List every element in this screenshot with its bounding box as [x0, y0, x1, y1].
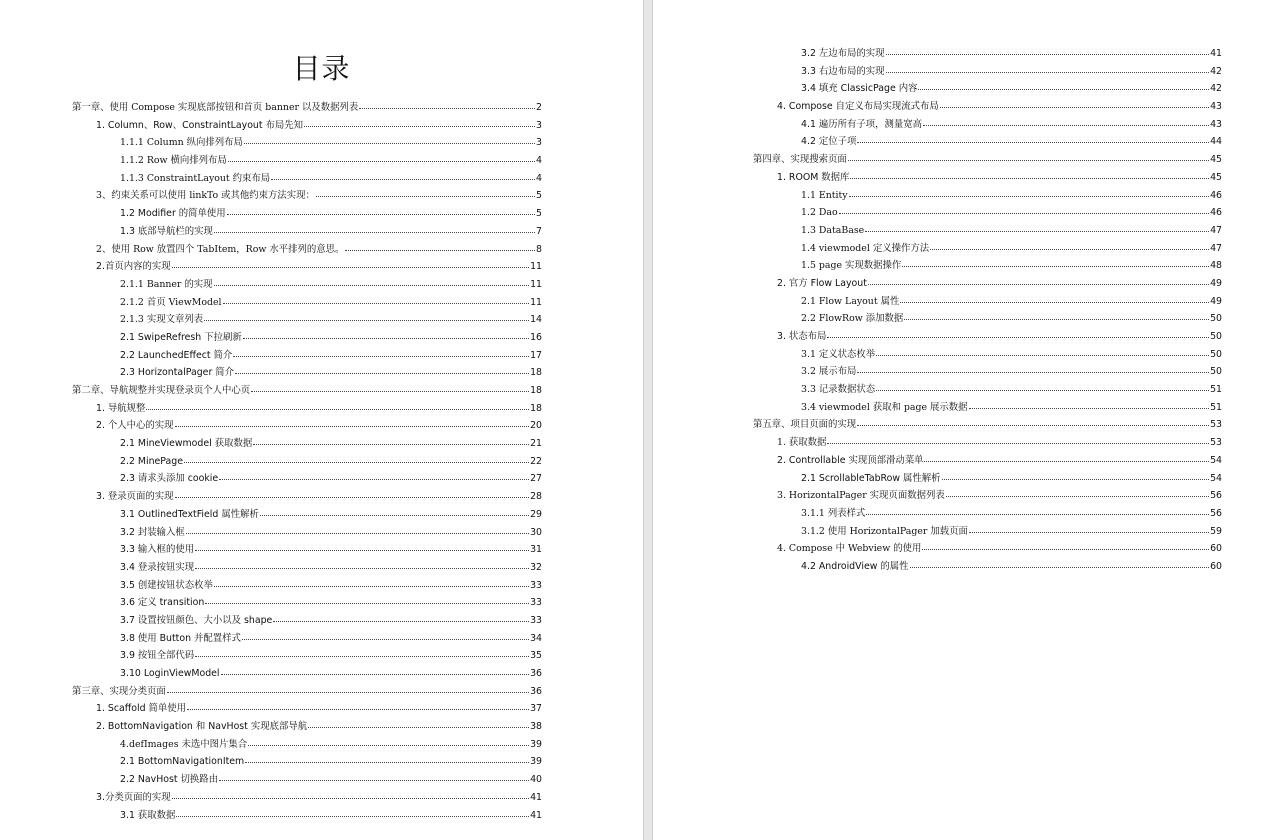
toc-entry-title: 2.3 请求头添加 cookie — [120, 473, 219, 485]
toc-entry-title: 1. 获取数据 — [777, 437, 827, 449]
toc-entry-title: 3.4 填充 ClassicPage 内容 — [801, 83, 918, 95]
toc-entry-title: 4.defImages 未选中图片集合 — [120, 738, 248, 750]
toc-entry-title: 4.2 AndroidView 的属性 — [801, 560, 909, 572]
dot-leader — [214, 586, 529, 587]
toc-entry[interactable] — [753, 133, 1222, 151]
toc-entry[interactable] — [72, 329, 542, 347]
toc-list-right — [753, 45, 1222, 576]
dot-leader — [146, 409, 529, 410]
toc-entry-page-number: 29 — [530, 508, 542, 520]
toc-entry[interactable] — [753, 381, 1222, 399]
dot-leader — [175, 426, 530, 427]
toc-entry-title: 3.9 按钮全部代码 — [120, 650, 195, 662]
dot-leader — [876, 390, 1209, 391]
toc-entry-page-number: 31 — [530, 544, 542, 556]
toc-entry-page-number: 50 — [1210, 366, 1222, 378]
toc-entry[interactable] — [753, 116, 1222, 134]
toc-entry-page-number: 48 — [1210, 260, 1222, 272]
toc-entry[interactable] — [753, 540, 1222, 558]
toc-entry-title: 3.4 viewmodel 获取和 page 展示数据 — [801, 401, 968, 413]
toc-entry[interactable] — [72, 117, 542, 135]
dot-leader — [233, 356, 529, 357]
toc-entry-title: 3.1 获取数据 — [120, 809, 176, 821]
toc-entry-title: 3.10 LoginViewModel — [120, 668, 220, 679]
dot-leader — [857, 425, 1209, 426]
toc-entry-page-number: 60 — [1210, 560, 1222, 572]
dot-leader — [857, 372, 1209, 373]
toc-entry-title: 2.1.1 Banner 的实现 — [120, 278, 213, 290]
dot-leader — [865, 231, 1209, 232]
toc-entry[interactable] — [753, 434, 1222, 452]
toc-entry[interactable] — [72, 258, 542, 276]
toc-entry[interactable] — [72, 506, 542, 524]
toc-entry[interactable] — [72, 771, 542, 789]
toc-entry[interactable] — [72, 435, 542, 453]
document-page-right — [653, 0, 1266, 840]
dot-leader — [969, 408, 1210, 409]
toc-entry-page-number: 34 — [530, 632, 542, 644]
toc-entry-page-number: 53 — [1210, 419, 1222, 431]
toc-entry[interactable] — [753, 416, 1222, 434]
dot-leader — [227, 214, 535, 215]
toc-entry-page-number: 16 — [530, 331, 542, 343]
toc-entry[interactable] — [72, 170, 542, 188]
toc-entry-page-number: 50 — [1210, 331, 1222, 342]
toc-entry-title: 4. Compose 中 Webview 的使用 — [777, 543, 922, 555]
toc-entry-page-number: 54 — [1210, 472, 1222, 484]
toc-entry-title: 第三章、实现分类页面 — [72, 685, 166, 697]
toc-entry[interactable] — [753, 487, 1222, 505]
toc-entry[interactable] — [753, 293, 1222, 311]
toc-entry-page-number: 41 — [530, 791, 542, 803]
dot-leader — [219, 780, 529, 781]
toc-entry-page-number: 60 — [1210, 543, 1222, 555]
toc-entry[interactable] — [72, 470, 542, 488]
dot-leader — [930, 249, 1209, 250]
toc-entry-title: 2.1 MineViewmodel 获取数据 — [120, 438, 253, 450]
toc-entry-page-number: 46 — [1210, 207, 1222, 219]
toc-entry[interactable] — [72, 524, 542, 542]
toc-entry[interactable] — [72, 700, 542, 718]
toc-entry-page-number: 51 — [1210, 384, 1222, 396]
toc-entry-page-number: 39 — [530, 738, 542, 750]
toc-entry-title: 2.2 LaunchedEffect 简介 — [120, 349, 233, 361]
toc-entry-title: 3.3 输入框的使用 — [120, 544, 195, 556]
toc-entry-title: 3.5 创建按钮状态枚举 — [120, 579, 213, 591]
dot-leader — [924, 461, 1209, 462]
toc-entry-title: 1. ROOM 数据库 — [777, 171, 850, 183]
dot-leader — [827, 337, 1209, 338]
toc-entry-title: 2.1 ScrollableTabRow 属性解析 — [801, 472, 941, 484]
dot-leader — [918, 89, 1209, 90]
toc-entry-page-number: 40 — [530, 774, 542, 786]
toc-entry-page-number: 49 — [1210, 277, 1222, 289]
toc-entry-title: 2. Controllable 实现顶部滑动菜单 — [777, 454, 924, 466]
toc-entry[interactable] — [753, 98, 1222, 116]
toc-entry-page-number: 27 — [530, 473, 542, 485]
toc-entry-page-number: 44 — [1210, 136, 1222, 148]
toc-entry[interactable] — [753, 399, 1222, 417]
dot-leader — [886, 72, 1210, 73]
dot-leader — [910, 567, 1210, 568]
dot-leader — [242, 639, 529, 640]
toc-entry-title: 3.2 左边布局的实现 — [801, 48, 885, 59]
toc-entry-page-number: 33 — [530, 597, 542, 609]
toc-entry[interactable] — [72, 400, 542, 418]
toc-entry-title: 1.1.2 Row 横向排列布局 — [120, 155, 227, 167]
toc-entry[interactable] — [72, 152, 542, 170]
dot-leader — [172, 267, 529, 268]
toc-entry-title: 1.3 DataBase — [801, 224, 865, 236]
toc-entry-title: 2.1 SwipeRefresh 下拉刷新 — [120, 331, 242, 343]
toc-entry[interactable] — [72, 488, 542, 506]
toc-entry[interactable] — [72, 612, 542, 630]
toc-entry[interactable] — [72, 347, 542, 365]
toc-entry[interactable] — [72, 559, 542, 577]
dot-leader — [922, 549, 1209, 550]
dot-leader — [876, 355, 1209, 356]
toc-entry-page-number: 4 — [536, 155, 542, 167]
dot-leader — [946, 496, 1209, 497]
toc-entry-page-number: 5 — [536, 190, 542, 202]
dot-leader — [273, 621, 529, 622]
dot-leader — [251, 391, 529, 392]
toc-entry-page-number: 43 — [1210, 101, 1222, 113]
dot-leader — [172, 798, 529, 799]
toc-entry[interactable] — [72, 718, 542, 736]
toc-entry-page-number: 42 — [1210, 83, 1222, 95]
toc-entry-title: 3.1 OutlinedTextField 属性解析 — [120, 508, 259, 520]
toc-entry-title: 1.4 viewmodel 定义操作方法 — [801, 242, 930, 254]
toc-entry[interactable] — [72, 241, 542, 259]
toc-entry-page-number: 8 — [536, 243, 542, 255]
toc-entry-page-number: 47 — [1210, 224, 1222, 236]
toc-entry-title: 1.3 底部导航栏的实现 — [120, 225, 213, 237]
toc-entry-page-number: 32 — [530, 561, 542, 573]
dot-leader — [184, 462, 529, 463]
page-gutter — [643, 0, 653, 840]
toc-entry-title: 4.1 遍历所有子项，测量宽高 — [801, 118, 923, 130]
toc-entry-page-number: 54 — [1210, 454, 1222, 466]
toc-entry-title: 2.1 BottomNavigationItem — [120, 756, 245, 768]
toc-entry-page-number: 45 — [1210, 171, 1222, 183]
toc-entry-title: 3.1 定义状态枚举 — [801, 348, 876, 360]
toc-entry-title: 3.1.2 使用 HorizontalPager 加载页面 — [801, 525, 968, 537]
dot-leader — [195, 656, 529, 657]
toc-entry-page-number: 17 — [530, 349, 542, 361]
dot-leader — [849, 196, 1209, 197]
toc-entry-title: 1.5 page 实现数据操作 — [801, 260, 902, 272]
dot-leader — [902, 266, 1209, 267]
toc-entry-page-number: 41 — [530, 809, 542, 821]
dot-leader — [886, 54, 1210, 55]
toc-entry[interactable] — [72, 541, 542, 559]
toc-entry[interactable] — [753, 310, 1222, 328]
toc-entry-title: 1. Column、Row、ConstraintLayout 布局先知 — [96, 119, 304, 131]
toc-entry[interactable] — [72, 311, 542, 329]
dot-leader — [857, 142, 1209, 143]
toc-entry-page-number: 56 — [1210, 507, 1222, 519]
toc-entry-page-number: 35 — [530, 650, 542, 662]
toc-entry-page-number: 47 — [1210, 242, 1222, 254]
toc-entry-page-number: 33 — [530, 579, 542, 591]
toc-entry[interactable] — [753, 204, 1222, 222]
toc-entry[interactable] — [72, 205, 542, 223]
toc-entry[interactable] — [753, 169, 1222, 187]
toc-entry-page-number: 56 — [1210, 490, 1222, 502]
dot-leader — [942, 479, 1210, 480]
toc-entry[interactable] — [753, 222, 1222, 240]
toc-entry[interactable] — [753, 275, 1222, 293]
toc-entry-title: 2.1.2 首页 ViewModel — [120, 296, 222, 308]
toc-entry-title: 3.2 封装输入框 — [120, 526, 185, 538]
toc-entry-title: 1. 导航规整 — [96, 402, 146, 414]
toc-entry-title: 4. Compose 自定义布局实现流式布局 — [777, 101, 939, 113]
dot-leader — [167, 692, 529, 693]
dot-leader — [345, 250, 535, 251]
dot-leader — [904, 319, 1209, 320]
toc-entry-title: 2、使用 Row 放置四个 TabItem，Row 水平排列的意思。 — [96, 243, 345, 255]
dot-leader — [304, 126, 535, 127]
toc-entry-title: 4.2 定位子项 — [801, 136, 857, 148]
dot-leader — [186, 533, 529, 534]
toc-entry-title: 3.3 记录数据状态 — [801, 384, 876, 396]
toc-entry-title: 1.2 Dao — [801, 207, 838, 219]
toc-entry[interactable] — [753, 505, 1222, 523]
toc-entry-page-number: 38 — [530, 721, 542, 733]
toc-entry[interactable] — [72, 134, 542, 152]
toc-entry[interactable] — [72, 294, 542, 312]
dot-leader — [205, 603, 529, 604]
toc-entry-page-number: 14 — [530, 314, 542, 326]
dot-leader — [228, 161, 535, 162]
toc-entry-title: 第二章、导航规整并实现登录页个人中心页 — [72, 385, 251, 396]
dot-leader — [195, 568, 529, 569]
toc-entry-page-number: 50 — [1210, 313, 1222, 325]
toc-entry-title: 2. 个人中心的实现 — [96, 420, 174, 432]
toc-entry-page-number: 42 — [1210, 65, 1222, 77]
toc-entry-page-number: 46 — [1210, 189, 1222, 201]
toc-entry-title: 3. 登录页面的实现 — [96, 491, 174, 503]
toc-entry-page-number: 50 — [1210, 348, 1222, 360]
toc-entry-page-number: 41 — [1210, 48, 1222, 59]
toc-entry-page-number: 18 — [530, 367, 542, 379]
toc-entry-page-number: 53 — [1210, 437, 1222, 449]
toc-list-left — [72, 99, 542, 824]
dot-leader — [195, 550, 529, 551]
toc-entry[interactable] — [753, 523, 1222, 541]
toc-entry-page-number: 18 — [530, 402, 542, 414]
dot-leader — [900, 302, 1209, 303]
toc-entry[interactable] — [72, 753, 542, 771]
toc-entry-title: 3.6 定义 transition — [120, 597, 205, 609]
toc-entry[interactable] — [753, 470, 1222, 488]
toc-entry[interactable] — [72, 665, 542, 683]
dot-leader — [221, 674, 530, 675]
toc-entry-page-number: 51 — [1210, 401, 1222, 413]
toc-entry-title: 2.1 Flow Layout 属性 — [801, 295, 900, 307]
toc-entry[interactable] — [753, 151, 1222, 169]
dot-leader — [245, 762, 529, 763]
toc-entry[interactable] — [72, 187, 542, 205]
toc-entry[interactable] — [753, 240, 1222, 258]
toc-entry-page-number: 59 — [1210, 525, 1222, 537]
toc-entry-page-number: 2 — [536, 102, 542, 113]
toc-entry-page-number: 39 — [530, 756, 542, 768]
toc-entry-title: 3、约束关系可以使用 linkTo 或其他约束方法实现： — [96, 190, 315, 202]
dot-leader — [850, 178, 1209, 179]
toc-entry[interactable] — [72, 736, 542, 754]
toc-entry-title: 3.分类页面的实现 — [96, 791, 171, 803]
toc-entry-page-number: 36 — [530, 685, 542, 697]
dot-leader — [316, 196, 535, 197]
dot-leader — [253, 444, 529, 445]
toc-entry-title: 1. Scaffold 简单使用 — [96, 703, 187, 715]
toc-entry[interactable] — [72, 453, 542, 471]
toc-entry-title: 2.2 NavHost 切换路由 — [120, 774, 219, 786]
dot-leader — [176, 816, 529, 817]
toc-entry-page-number: 4 — [536, 172, 542, 184]
dot-leader — [248, 745, 529, 746]
dot-leader — [866, 514, 1209, 515]
toc-entry-page-number: 7 — [536, 225, 542, 237]
toc-entry[interactable] — [753, 80, 1222, 98]
toc-entry-page-number: 20 — [530, 420, 542, 432]
toc-entry-title: 2.3 HorizontalPager 简介 — [120, 367, 235, 379]
toc-entry-title: 1.2 Modifier 的简单使用 — [120, 208, 226, 220]
toc-entry-title: 2.2 MinePage — [120, 455, 183, 467]
dot-leader — [214, 232, 535, 233]
toc-entry[interactable] — [753, 328, 1222, 346]
toc-entry-title: 3.4 登录按钮实现 — [120, 561, 195, 573]
dot-leader — [923, 125, 1209, 126]
toc-entry-title: 3. HorizontalPager 实现页面数据列表 — [777, 490, 945, 502]
toc-entry-title: 1.1.1 Column 纵向排列布局 — [120, 137, 243, 149]
toc-entry[interactable] — [72, 276, 542, 294]
dot-leader — [940, 107, 1209, 108]
toc-entry-page-number: 33 — [530, 614, 542, 626]
toc-entry[interactable] — [753, 45, 1222, 63]
dot-leader — [244, 143, 535, 144]
toc-entry[interactable] — [753, 63, 1222, 81]
dot-leader — [243, 338, 529, 339]
toc-entry[interactable] — [753, 187, 1222, 205]
toc-entry-page-number: 22 — [530, 455, 542, 467]
toc-entry[interactable] — [72, 683, 542, 701]
toc-entry-title: 1.1 Entity — [801, 189, 848, 201]
toc-entry[interactable] — [72, 789, 542, 807]
toc-entry[interactable] — [72, 594, 542, 612]
dot-leader — [187, 709, 529, 710]
toc-entry-page-number: 43 — [1210, 118, 1222, 130]
toc-entry[interactable] — [753, 363, 1222, 381]
toc-entry-title: 3.7 设置按钮颜色、大小以及 shape — [120, 614, 273, 626]
dot-leader — [839, 213, 1209, 214]
toc-entry-page-number: 30 — [530, 526, 542, 538]
toc-entry[interactable] — [72, 382, 542, 400]
page-title: 目录 — [292, 52, 351, 85]
toc-entry[interactable] — [753, 452, 1222, 470]
dot-leader — [219, 479, 529, 480]
toc-entry[interactable] — [72, 647, 542, 665]
toc-entry[interactable] — [72, 630, 542, 648]
toc-entry-page-number: 18 — [530, 385, 542, 396]
toc-entry-title: 第四章、实现搜索页面 — [753, 154, 847, 166]
dot-leader — [260, 515, 529, 516]
toc-entry[interactable] — [72, 99, 542, 117]
dot-leader — [848, 160, 1209, 161]
toc-entry-page-number: 11 — [530, 261, 542, 273]
dot-leader — [235, 373, 529, 374]
toc-entry-title: 1.1.3 ConstraintLayout 约束布局 — [120, 172, 271, 184]
toc-entry-title: 2.2 FlowRow 添加数据 — [801, 313, 904, 325]
toc-entry-title: 3.3 右边布局的实现 — [801, 65, 885, 77]
toc-entry-title: 2. BottomNavigation 和 NavHost 实现底部导航 — [96, 721, 308, 733]
toc-entry-title: 3.2 展示布局 — [801, 366, 857, 378]
toc-entry-page-number: 11 — [530, 278, 542, 290]
toc-entry-title: 3.8 使用 Button 并配置样式 — [120, 632, 241, 644]
dot-leader — [175, 497, 530, 498]
toc-entry[interactable] — [753, 257, 1222, 275]
toc-entry[interactable] — [72, 364, 542, 382]
toc-entry-title: 2.1.3 实现文章列表 — [120, 314, 204, 326]
toc-entry[interactable] — [72, 807, 542, 825]
toc-entry-page-number: 28 — [530, 491, 542, 503]
toc-entry-title: 2.首页内容的实现 — [96, 261, 171, 273]
toc-entry-title: 2. 官方 Flow Layout — [777, 277, 867, 289]
toc-entry-title: 3. 状态布局 — [777, 331, 827, 342]
dot-leader — [359, 108, 535, 109]
toc-entry-page-number: 11 — [530, 296, 542, 308]
toc-entry-page-number: 5 — [536, 208, 542, 220]
dot-leader — [271, 179, 535, 180]
toc-entry-page-number: 21 — [530, 438, 542, 450]
toc-entry-page-number: 37 — [530, 703, 542, 715]
toc-entry-page-number: 3 — [536, 137, 542, 149]
dot-leader — [214, 285, 530, 286]
toc-entry-title: 第一章、使用 Compose 实现底部按钮和首页 banner 以及数据列表 — [72, 102, 359, 113]
toc-entry[interactable] — [72, 577, 542, 595]
toc-entry-title: 3.1.1 列表样式 — [801, 507, 866, 519]
dot-leader — [204, 320, 529, 321]
toc-entry-title: 第五章、项目页面的实现 — [753, 419, 857, 431]
dot-leader — [868, 284, 1209, 285]
toc-entry[interactable] — [72, 223, 542, 241]
dot-leader — [827, 443, 1209, 444]
toc-entry[interactable] — [753, 558, 1222, 576]
dot-leader — [308, 727, 529, 728]
dot-leader — [223, 303, 530, 304]
dot-leader — [969, 532, 1209, 533]
toc-entry-page-number: 45 — [1210, 154, 1222, 166]
toc-entry[interactable] — [72, 417, 542, 435]
toc-entry-page-number: 36 — [530, 668, 542, 679]
toc-entry-page-number: 49 — [1210, 295, 1222, 307]
toc-entry[interactable] — [753, 346, 1222, 364]
toc-entry-page-number: 3 — [536, 119, 542, 131]
